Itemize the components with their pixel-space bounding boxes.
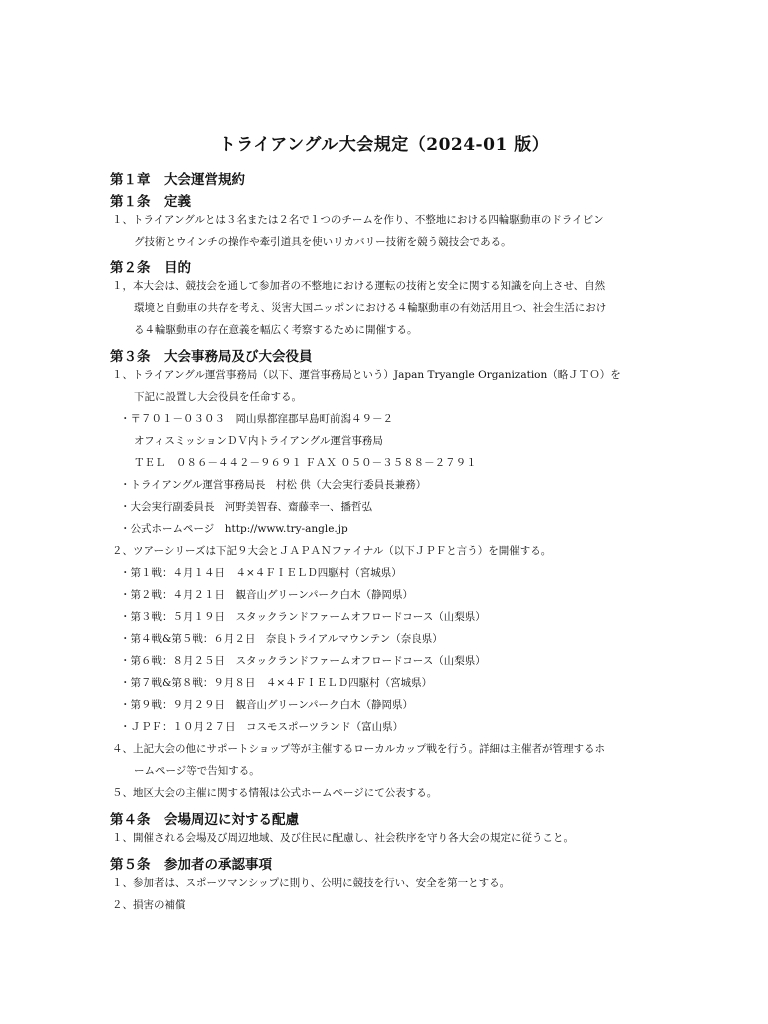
article-4-line: １、開催される会場及び周辺地域、及び住民に配慮し、社会秩序を守り各大会の規定に従うこと。 (112, 832, 574, 844)
schedule-item: ・第４戦&第５戦：６月２日 奈良トライアルマウンテン（奈良県） (120, 633, 443, 645)
article-1-heading: 第１条 定義 (110, 194, 191, 210)
schedule-item: ・第１戦：４月１４日 ４×４ＦＩＥＬＤ四駆村（宮城県） (120, 567, 402, 579)
article-5-line: ２、損害の補償 (112, 899, 186, 911)
schedule-item: ・第３戦：５月１９日 スタックランドファームオフロードコース（山梨県） (120, 611, 486, 623)
article-2-line: 環境と自動車の共存を考え、災害大国ニッポンにおける４輪駆動車の有効活用且つ、社会生活におけ (134, 302, 607, 314)
director-line: ・トライアングル運営事務局長 村松 供（大会実行委員長兼務） (120, 479, 427, 491)
document-title: トライアングル大会規定（2024-01 版） (218, 135, 550, 155)
article-3-line: ２、ツアーシリーズは下記９大会とＪＡＰＡＮファイナル（以下ＪＰＦと言う）を開催する。 (112, 545, 552, 557)
article-3-line: ４、上記大会の他にサポートショップ等が主催するローカルカップ戦を行う。詳細は主催者が管理するホ (112, 743, 605, 755)
chapter-1-heading: 第１章 大会運営規約 (110, 172, 245, 188)
article-1-line: グ技術とウインチの操作や牽引道具を使いリカバリー技術を競う競技会である。 (134, 236, 512, 248)
schedule-item: ・第９戦：９月２９日 観音山グリーンパーク白木（静岡県） (120, 699, 414, 711)
article-4-heading: 第４条 会場周辺に対する配慮 (110, 812, 299, 828)
schedule-item: ・第２戦：４月２１日 観音山グリーンパーク白木（静岡県） (120, 589, 414, 601)
article-3-line: １、トライアングル運営事務局（以下、運営事務局という）Japan Tryangle Organization（略ＪＴＯ）を (112, 369, 621, 381)
article-2-heading: 第２条 目的 (110, 260, 191, 276)
schedule-item: ・第７戦&第８戦：９月８日 ４×４ＦＩＥＬＤ四駆村（宮城県） (120, 677, 433, 689)
article-2-line: る４輪駆動車の存在意義を幅広く考察するために開催する。 (134, 324, 418, 336)
article-5-line: １、参加者は、スポーツマンシップに則り、公明に競技を行い、安全を第一とする。 (112, 877, 511, 889)
office-name: オフィスミッションＤＶ内トライアングル運営事務局 (134, 435, 383, 447)
article-2-line: １，本大会は、競技会を通して参加者の不整地における運転の技術と安全に関する知識を向上させ、自然 (112, 280, 606, 292)
vice-chair-line: ・大会実行副委員長 河野美智春、齋藤幸一、播哲弘 (120, 501, 372, 513)
office-address: ・〒７０１－０３０３ 岡山県都窪郡早島町前潟４９－２ (120, 413, 393, 425)
article-5-heading: 第５条 参加者の承認事項 (110, 857, 272, 873)
homepage-url: ・公式ホームページ http://www.try-angle.jp (120, 523, 348, 535)
article-3-heading: 第３条 大会事務局及び大会役員 (110, 349, 313, 365)
article-3-line: ５、地区大会の主催に関する情報は公式ホームページにて公表する。 (112, 787, 438, 799)
article-3-line: 下記に設置し大会役員を任命する。 (134, 391, 302, 403)
schedule-item: ・第６戦：８月２５日 スタックランドファームオフロードコース（山梨県） (120, 655, 486, 667)
article-3-line: ームページ等で告知する。 (134, 765, 260, 777)
schedule-item: ・ＪＰＦ：１０月２７日 コスモスポーツランド（富山県） (120, 721, 404, 733)
office-phone-fax: ＴＥＬ ０８６－４４２－９６９１ ＦＡＸ ０５０－３５８８－２７９１ (134, 457, 477, 469)
article-1-line: １、トライアングルとは３名または２名で１つのチームを作り、不整地における四輪駆動車のドライビン (112, 214, 604, 226)
